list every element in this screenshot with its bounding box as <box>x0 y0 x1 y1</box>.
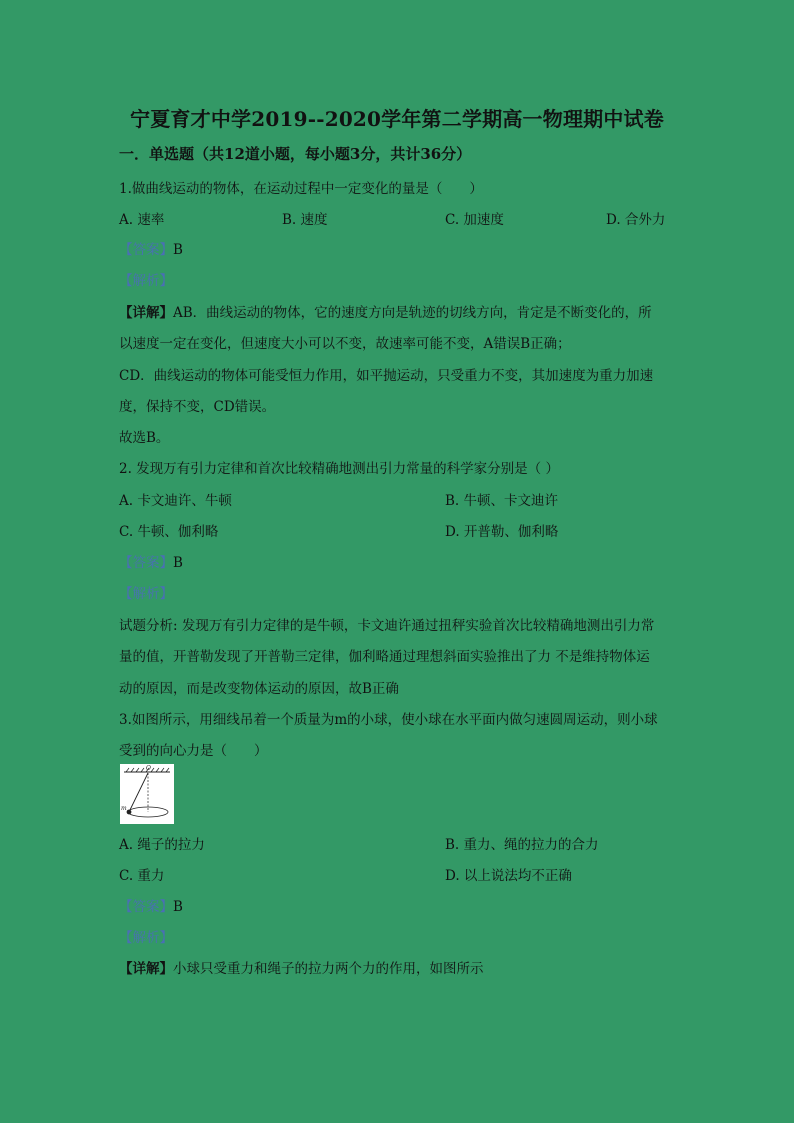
q2-analysis-tag: 【解析】 <box>119 586 173 602</box>
conical-pendulum-figure <box>120 764 174 824</box>
q1-option-c: C. 加速度 <box>445 212 504 228</box>
q3-option-a: A. 绳子的拉力 <box>119 837 205 853</box>
q1-detail-line-3: CD．曲线运动的物体可能受恒力作用，如平抛运动，只受重力不变，其加速度为重力加速 <box>119 368 654 384</box>
ball <box>127 810 132 815</box>
q1-analysis-tag: 【解析】 <box>119 273 173 289</box>
q3-analysis-tag: 【解析】 <box>119 930 173 946</box>
q2-option-a: A. 卡文迪许、牛顿 <box>119 493 232 509</box>
detail-tag: 【详解】 <box>119 961 173 977</box>
detail-text: 小球只受重力和绳子的拉力两个力的作用，如图所示 <box>173 961 484 977</box>
q2-analysis-line-2: 量的值，开普勒发现了开普勒三定律，伽利略通过理想斜面实验推出了力 不是维持物体运 <box>119 649 650 665</box>
page-title: 宁夏育才中学2019--2020学年第二学期高一物理期中试卷 <box>130 107 664 131</box>
q2-option-b: B. 牛顿、卡文迪许 <box>445 493 559 509</box>
q2-answer <box>119 551 183 571</box>
ball-label: m <box>121 805 127 812</box>
answer-tag: 【答案】 <box>119 899 173 915</box>
answer-tag: 【答案】 <box>119 555 173 571</box>
question-3-stem-line-2: 受到的向心力是（ ） <box>119 743 268 759</box>
q1-option-a: A. 速率 <box>119 212 165 228</box>
q1-detail-line-2: 以速度一定在变化，但速度大小可以不变，故速率可能不变，A错误B正确； <box>119 336 571 352</box>
answer-value: B <box>173 242 183 258</box>
q3-option-c: C. 重力 <box>119 868 165 884</box>
answer-tag: 【答案】 <box>119 242 173 258</box>
q1-option-b: B. 速度 <box>282 212 328 228</box>
question-3-stem-line-1: 3.如图所示，用细线吊着一个质量为m的小球，使小球在水平面内做匀速圆周运动，则小球 <box>119 712 658 728</box>
q3-option-b: B. 重力、绳的拉力的合力 <box>445 837 599 853</box>
string-line <box>129 773 148 812</box>
pivot-label: O <box>146 765 151 772</box>
question-1-stem: 1.做曲线运动的物体，在运动过程中一定变化的量是（ ） <box>119 181 483 197</box>
q3-detail-line-1 <box>119 957 484 977</box>
q1-detail-line-4: 度，保持不变，CD错误。 <box>119 399 276 415</box>
q2-analysis-line-3: 动的原因，而是改变物体运动的原因，故B正确 <box>119 681 399 697</box>
pendulum-diagram <box>120 764 174 824</box>
question-2-stem: 2. 发现万有引力定律和首次比较精确地测出引力常量的科学家分别是（ ） <box>119 461 559 477</box>
q3-answer <box>119 895 183 915</box>
q3-option-d: D. 以上说法均不正确 <box>445 868 572 884</box>
section-heading: 一．单选题（共12道小题，每小题3分，共计36分） <box>119 145 472 163</box>
q1-answer <box>119 238 183 258</box>
detail-text: AB．曲线运动的物体，它的速度方向是轨迹的切线方向，肯定是不断变化的，所 <box>173 305 652 321</box>
detail-tag: 【详解】 <box>119 305 173 321</box>
q2-option-d: D. 开普勒、伽利略 <box>445 524 559 540</box>
answer-value: B <box>173 555 183 571</box>
q1-detail-line-1 <box>119 301 652 321</box>
q1-detail-line-5: 故选B。 <box>119 430 170 446</box>
answer-value: B <box>173 899 183 915</box>
q1-option-d: D. 合外力 <box>606 212 666 228</box>
q2-analysis-line-1: 试题分析: 发现万有引力定律的是牛顿，卡文迪许通过扭秤实验首次比较精确地测出引力常 <box>119 618 655 634</box>
q2-option-c: C. 牛顿、伽利略 <box>119 524 219 540</box>
